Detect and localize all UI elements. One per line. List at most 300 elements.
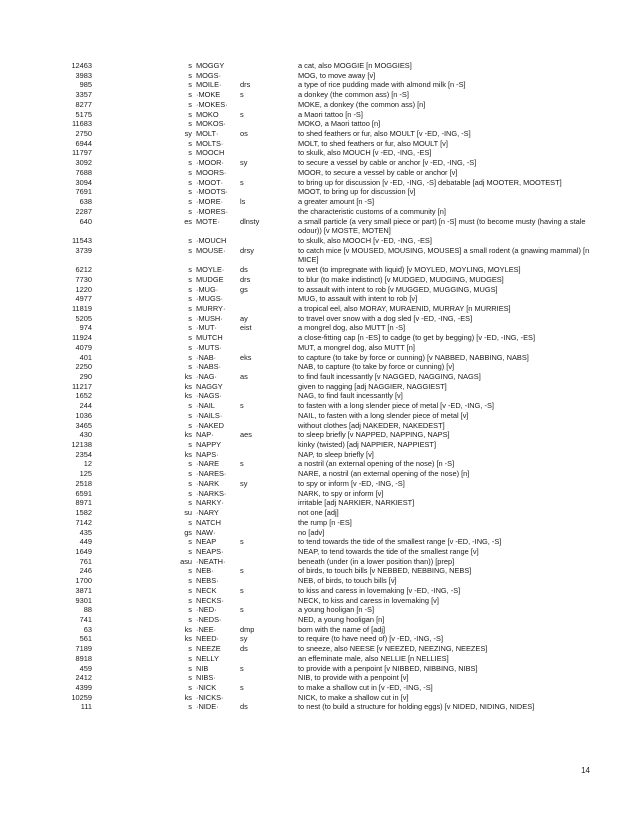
word: ·NAKED	[196, 420, 224, 430]
word: ·NAG·	[196, 372, 217, 381]
back-hooks: ds	[240, 265, 248, 275]
word: NAP·	[196, 430, 214, 440]
word-rank: 9301	[75, 595, 92, 605]
front-hooks: s	[188, 401, 192, 411]
word-rank: 1649	[75, 546, 92, 556]
definition: NAP, to sleep briefly [v]	[298, 449, 374, 459]
definition: to secure a vessel by cable or anchor [v -ED, -ING, -S]	[298, 158, 477, 168]
word-rank: 4079	[75, 342, 92, 352]
front-hooks: su	[184, 508, 192, 518]
front-hooks: s	[188, 187, 192, 197]
word: NEAPS·	[196, 546, 224, 556]
word: MOLTS·	[196, 138, 224, 148]
word-rank: 125	[79, 469, 92, 479]
word: ·NARKS·	[196, 488, 227, 498]
word: MOGGY	[196, 61, 225, 70]
front-hooks: s	[188, 362, 192, 372]
definition: irritable [adj NARKIER, NARKIEST]	[298, 498, 415, 508]
definition: MUT, a mongrel dog, also MUTT [n]	[298, 342, 415, 352]
word-entry-row	[0, 148, 638, 158]
word-rank: 244	[79, 401, 92, 411]
word: NARKY·	[196, 498, 224, 508]
front-hooks: s	[188, 702, 192, 712]
word-entry-row	[0, 285, 638, 295]
back-hooks: ds	[240, 702, 248, 712]
word: ·MOOR·	[196, 158, 224, 168]
word: ·NICKS·	[196, 692, 224, 702]
word-entry-row	[0, 576, 638, 586]
front-hooks: s	[188, 469, 192, 479]
word-rank: 3094	[75, 177, 92, 187]
word: ·MOKE	[196, 90, 221, 100]
front-hooks: s	[188, 420, 192, 430]
word-entry-row	[0, 197, 638, 207]
word-entry-row	[0, 469, 638, 479]
word: MOILE·	[196, 80, 222, 90]
word-entry-row	[0, 586, 638, 596]
word: ·MUTS·	[196, 342, 222, 352]
word: ·NAB·	[196, 352, 217, 362]
word-rank: 1700	[75, 576, 92, 586]
front-hooks: asu	[180, 556, 192, 566]
definition: NIB, to provide with a penpoint [v]	[298, 673, 409, 683]
front-hooks: s	[188, 653, 192, 663]
word-entry-row	[0, 537, 638, 547]
word-rank: 2518	[75, 478, 92, 488]
word: NELLY	[196, 653, 219, 663]
word: MOKO	[196, 109, 219, 119]
word: ·NAIL	[196, 401, 215, 411]
word-rank: 2354	[75, 449, 92, 459]
word-entry-row	[0, 362, 638, 372]
definition: NARE, a nostril (an external opening of the nose) [n]	[298, 469, 470, 479]
word-entry-row	[0, 518, 638, 528]
word: ·NARK	[196, 478, 219, 488]
front-hooks: s	[188, 478, 192, 488]
back-hooks: drs	[240, 80, 251, 90]
word-rank: 6591	[75, 488, 92, 498]
definition: born with the name of [adj]	[298, 624, 386, 634]
word: ·MUGS·	[196, 294, 224, 304]
definition: to make a shallow cut in [v -ED, -ING, -S]	[298, 683, 433, 692]
back-hooks: s	[240, 663, 244, 673]
definition: a nostril (an external opening of the nose) [n -S]	[298, 459, 455, 469]
front-hooks: s	[188, 517, 192, 527]
word-entry-row	[0, 236, 638, 246]
definition: to provide with a penpoint [v NIBBED, NIBBING, NIBS]	[298, 663, 478, 673]
definition: an effeminate male, also NELLIE [n NELLIES]	[298, 653, 449, 663]
definition: a tropical eel, also MORAY, MURAENID, MURRAY [n MURRIES]	[298, 303, 511, 313]
word: ·MORES·	[196, 206, 229, 216]
word-rank: 88	[83, 605, 92, 615]
definition: the characteristic customs of a community [n]	[298, 206, 446, 216]
definition: beneath (under (in a lower position than)) [prep]	[298, 556, 455, 566]
word-rank: 1220	[75, 284, 92, 294]
definition: not one [adj]	[298, 508, 339, 518]
word-entry-row	[0, 187, 638, 197]
word-rank: 435	[79, 527, 92, 537]
word-entry-row	[0, 440, 638, 450]
back-hooks: s	[240, 459, 244, 469]
definition: NICK, to make a shallow cut in [v]	[298, 692, 409, 702]
front-hooks: sy	[184, 129, 192, 139]
word-rank: 11819	[71, 303, 92, 313]
word-entry-row	[0, 304, 638, 314]
back-hooks: ds	[240, 644, 248, 654]
definition: a small particle (a very small piece or part) [n -S] must (to become musty (having a stale odour)) [v MOSTE, MOTEN]	[298, 216, 586, 236]
back-hooks: gs	[240, 284, 248, 294]
word-rank: 3092	[75, 158, 92, 168]
word-entry-row	[0, 644, 638, 654]
front-hooks: s	[188, 313, 192, 323]
word-entry-row	[0, 158, 638, 168]
word: ·NARES·	[196, 469, 227, 479]
word-entry-row	[0, 430, 638, 440]
front-hooks: s	[188, 576, 192, 586]
word: NIBS·	[196, 673, 216, 683]
definition: to assault with intent to rob [v MUGGED, MUGGING, MUGS]	[298, 284, 498, 294]
word-rank: 401	[79, 352, 92, 362]
word-entry-row	[0, 207, 638, 217]
front-hooks: s	[188, 245, 192, 255]
back-hooks: ls	[240, 197, 246, 207]
word-entry-row	[0, 702, 638, 712]
word-rank: 741	[79, 614, 92, 624]
word-entry-row	[0, 498, 638, 508]
word: NECKS·	[196, 595, 224, 605]
word-entry-row	[0, 372, 638, 382]
word-entry-row	[0, 119, 638, 129]
word: MURRY·	[196, 303, 226, 313]
definition: to tend towards the tide of the smallest range [v -ED, -ING, -S]	[298, 537, 502, 547]
word-rank: 11797	[71, 148, 92, 158]
front-hooks: s	[188, 333, 192, 343]
back-hooks: drs	[240, 274, 251, 284]
word: MOTE·	[196, 216, 220, 226]
definition: to capture (to take by force or cunning) [v NABBED, NABBING, NABS]	[298, 352, 529, 362]
front-hooks: s	[188, 673, 192, 683]
front-hooks: ks	[184, 381, 192, 391]
word: MOKOS·	[196, 119, 226, 129]
word-entry-row	[0, 508, 638, 518]
word: NEAP	[196, 537, 217, 547]
front-hooks: s	[188, 197, 192, 207]
definition: given to nagging [adj NAGGIER, NAGGIEST]	[298, 381, 447, 391]
word-rank: 561	[79, 634, 92, 644]
definition: to travel over snow with a dog sled [v -ED, -ING, -ES]	[298, 313, 473, 323]
word: ·MOOTS·	[196, 187, 229, 197]
word-entry-row	[0, 547, 638, 557]
word-rank: 11217	[71, 381, 92, 391]
word-rank: 1036	[75, 410, 92, 420]
back-hooks: aes	[240, 430, 252, 440]
word-rank: 7142	[75, 517, 92, 527]
word: NAW·	[196, 527, 216, 537]
definition: to blur (to make indistinct) [v MUDGED, MUDGING, MUDGES]	[298, 274, 504, 284]
definition: a close-fitting cap [n -ES] to cadge (to get by begging) [v -ED, -ING, -ES]	[298, 333, 536, 343]
definition: to wet (to impregnate with liquid) [v MOYLED, MOYLING, MOYLES]	[298, 265, 521, 275]
word-entry-row	[0, 683, 638, 693]
front-hooks: s	[188, 644, 192, 654]
back-hooks: as	[240, 372, 248, 381]
word-entry-row	[0, 71, 638, 81]
definition: to sneeze, also NEESE [v NEEZED, NEEZING, NEEZES]	[298, 644, 488, 654]
word-entry-row	[0, 61, 638, 71]
word-rank: 290	[79, 372, 92, 381]
definition: to nest (to build a structure for holding eggs) [v NIDED, NIDING, NIDES]	[298, 702, 535, 712]
word: NECK	[196, 585, 217, 595]
word-rank: 4977	[75, 294, 92, 304]
word: ·MORE·	[196, 197, 224, 207]
definition: a donkey (the common ass) [n -S]	[298, 90, 409, 100]
word: ·NED·	[196, 605, 217, 615]
word-rank: 985	[79, 80, 92, 90]
word: ·MUSH·	[196, 313, 223, 323]
back-hooks: sy	[240, 158, 248, 168]
definition: to skulk, also MOOCH [v -ED, -ING, -ES]	[298, 235, 432, 245]
word-rank: 761	[79, 556, 92, 566]
back-hooks: s	[240, 566, 244, 576]
word-rank: 246	[79, 566, 92, 576]
word-rank: 10259	[71, 692, 92, 702]
back-hooks: s	[240, 605, 244, 615]
front-hooks: ks	[184, 372, 192, 381]
word-entry-row	[0, 110, 638, 120]
word-rank: 7691	[75, 187, 92, 197]
back-hooks: dlnsty	[240, 216, 260, 226]
front-hooks: ks	[184, 692, 192, 702]
word-entry-row	[0, 459, 638, 469]
word-rank: 3983	[75, 70, 92, 80]
back-hooks: sy	[240, 634, 248, 644]
word-rank: 8971	[75, 498, 92, 508]
word-rank: 11924	[71, 333, 92, 343]
front-hooks: s	[188, 274, 192, 284]
front-hooks: s	[188, 177, 192, 187]
definition: to spy or inform [v -ED, -ING, -S]	[298, 478, 405, 488]
word-entry-row	[0, 391, 638, 401]
front-hooks: s	[188, 61, 192, 70]
word: ·NEDS·	[196, 614, 222, 624]
front-hooks: s	[188, 537, 192, 547]
definition: NAB, to capture (to take by force or cunning) [v]	[298, 362, 455, 372]
front-hooks: s	[188, 294, 192, 304]
front-hooks: ks	[184, 449, 192, 459]
word-entry-row	[0, 343, 638, 353]
word-entry-row	[0, 625, 638, 635]
word: MUTCH	[196, 333, 223, 343]
word-entry-row	[0, 246, 638, 265]
word: ·NARY	[196, 508, 219, 518]
back-hooks: s	[240, 401, 244, 411]
word: MOLT·	[196, 129, 219, 139]
back-hooks: s	[240, 585, 244, 595]
front-hooks: ks	[184, 391, 192, 401]
word-rank: 3465	[75, 420, 92, 430]
definition: MOKE, a donkey (the common ass) [n]	[298, 99, 426, 109]
word: MOUSE·	[196, 245, 226, 255]
front-hooks: s	[188, 663, 192, 673]
word: NAGGY	[196, 381, 223, 391]
front-hooks: s	[188, 683, 192, 692]
word: ·NEATH·	[196, 556, 226, 566]
word-rank: 1652	[75, 391, 92, 401]
page-number: 14	[581, 766, 590, 775]
word-entry-row	[0, 178, 638, 188]
word-rank: 4399	[75, 683, 92, 692]
front-hooks: s	[188, 498, 192, 508]
word-entry-row	[0, 100, 638, 110]
word-rank: 2750	[75, 129, 92, 139]
definition: NARK, to spy or inform [v]	[298, 488, 384, 498]
word-entry-row	[0, 596, 638, 606]
back-hooks: os	[240, 129, 248, 139]
word: ·MOOT·	[196, 177, 224, 187]
definition: NEB, of birds, to touch bills [v]	[298, 576, 397, 586]
definition: to find fault incessantly [v NAGGED, NAGGING, NAGS]	[298, 372, 481, 381]
front-hooks: s	[188, 323, 192, 333]
definition: MOKO, a Maori tattoo [n]	[298, 119, 381, 129]
word-entry-row	[0, 450, 638, 460]
word-rank: 3739	[75, 245, 92, 255]
front-hooks: s	[188, 235, 192, 245]
word-entry-row	[0, 333, 638, 343]
word-entry-row	[0, 294, 638, 304]
word-rank: 63	[83, 624, 92, 634]
word-rank: 5175	[75, 109, 92, 119]
definition: to shed feathers or fur, also MOULT [v -ED, -ING, -S]	[298, 129, 471, 139]
word-entry-row	[0, 411, 638, 421]
word: ·NAGS·	[196, 391, 222, 401]
word-entry-row	[0, 80, 638, 90]
front-hooks: s	[188, 605, 192, 615]
back-hooks: eist	[240, 323, 252, 333]
back-hooks: s	[240, 90, 244, 100]
definition: the rump [n -ES]	[298, 517, 352, 527]
word-entry-row	[0, 557, 638, 567]
front-hooks: s	[188, 342, 192, 352]
word-rank: 2250	[75, 362, 92, 372]
definition: MOOT, to bring up for discussion [v]	[298, 187, 416, 197]
word: NEED·	[196, 634, 219, 644]
word-rank: 3357	[75, 90, 92, 100]
word-entry-row	[0, 489, 638, 499]
word: ·NICK	[196, 683, 217, 692]
word-entry-row	[0, 421, 638, 431]
definition: kinky (twisted) [adj NAPPIER, NAPPIEST]	[298, 440, 436, 450]
word-rank: 638	[79, 197, 92, 207]
front-hooks: s	[188, 410, 192, 420]
definition: no [adv]	[298, 527, 325, 537]
front-hooks: s	[188, 167, 192, 177]
front-hooks: gs	[184, 527, 192, 537]
word: MOYLE·	[196, 265, 225, 275]
word-rank: 3871	[75, 585, 92, 595]
word: MOOCH	[196, 148, 225, 158]
front-hooks: s	[188, 109, 192, 119]
front-hooks: s	[188, 70, 192, 80]
word-entry-row	[0, 605, 638, 615]
word-rank: 2287	[75, 206, 92, 216]
word: NAPPY	[196, 440, 222, 450]
definition: of birds, to touch bills [v NEBBED, NEBBING, NEBS]	[298, 566, 472, 576]
front-hooks: s	[188, 138, 192, 148]
word-rank: 1582	[75, 508, 92, 518]
word-rank: 111	[80, 702, 92, 712]
word-rank: 12	[83, 459, 92, 469]
definition: to kiss and caress in lovemaking [v -ED, -ING, -S]	[298, 585, 461, 595]
word-entry-row	[0, 664, 638, 674]
word-rank: 430	[79, 430, 92, 440]
back-hooks: s	[240, 177, 244, 187]
word-entry-row	[0, 528, 638, 538]
word-entry-row	[0, 382, 638, 392]
word-rank: 12138	[71, 440, 92, 450]
front-hooks: s	[188, 440, 192, 450]
front-hooks: s	[188, 614, 192, 624]
definition: a type of rice pudding made with almond milk [n -S]	[298, 80, 466, 90]
front-hooks: s	[188, 99, 192, 109]
front-hooks: s	[188, 352, 192, 362]
front-hooks: s	[188, 595, 192, 605]
word-rank: 6212	[75, 265, 92, 275]
front-hooks: s	[188, 90, 192, 100]
front-hooks: s	[188, 585, 192, 595]
front-hooks: s	[188, 284, 192, 294]
front-hooks: s	[188, 488, 192, 498]
definition: to catch mice [v MOUSED, MOUSING, MOUSES] a small rodent (a gnawing mammal) [n MICE]	[298, 245, 590, 265]
word-entry-row	[0, 314, 638, 324]
back-hooks: s	[240, 109, 244, 119]
definition: NED, a young hooligan [n]	[298, 614, 385, 624]
word-rank: 7688	[75, 167, 92, 177]
word: NEEZE	[196, 644, 221, 654]
front-hooks: ks	[184, 430, 192, 440]
word-entry-row	[0, 275, 638, 285]
word: ·MOKES·	[196, 99, 228, 109]
definition: NAG, to find fault incessantly [v]	[298, 391, 403, 401]
front-hooks: s	[188, 119, 192, 129]
word-rank: 7730	[75, 274, 92, 284]
word: ·NABS·	[196, 362, 222, 372]
word: MOGS·	[196, 70, 222, 80]
definition: to require (to have need of) [v -ED, -ING, -S]	[298, 634, 443, 644]
front-hooks: s	[188, 158, 192, 168]
word-rank: 8277	[75, 99, 92, 109]
front-hooks: s	[188, 546, 192, 556]
front-hooks: ks	[184, 624, 192, 634]
word: MOORS·	[196, 167, 227, 177]
back-hooks: s	[240, 537, 244, 547]
back-hooks: dmp	[240, 624, 255, 634]
word-entry-row	[0, 217, 638, 236]
back-hooks: sy	[240, 478, 248, 488]
word-rank: 974	[79, 323, 92, 333]
definition: without clothes [adj NAKEDER, NAKEDEST]	[298, 420, 445, 430]
word-entry-row	[0, 634, 638, 644]
word: NEB·	[196, 566, 214, 576]
definition: NAIL, to fasten with a long slender piece of metal [v]	[298, 410, 469, 420]
definition: a cat, also MOGGIE [n MOGGIES]	[298, 61, 412, 70]
word-entry-row	[0, 139, 638, 149]
word-rank: 449	[79, 537, 92, 547]
front-hooks: s	[188, 80, 192, 90]
word-entry-row	[0, 479, 638, 489]
word: ·NAILS·	[196, 410, 223, 420]
definition: MOOR, to secure a vessel by cable or anchor [v]	[298, 167, 458, 177]
definition: a greater amount [n -S]	[298, 197, 374, 207]
word-entry-row	[0, 654, 638, 664]
